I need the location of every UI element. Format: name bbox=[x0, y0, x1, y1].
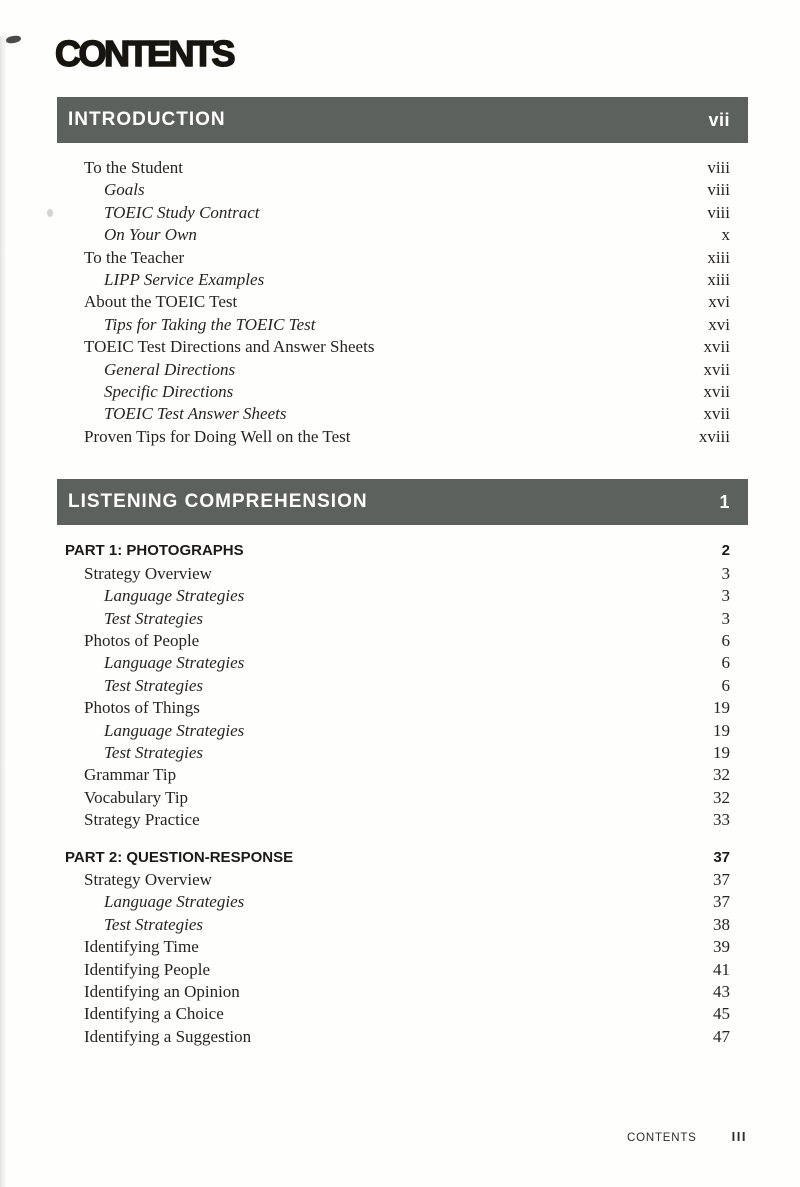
toc-entry bbox=[65, 981, 730, 1003]
toc-entry bbox=[65, 563, 730, 585]
toc-part-heading-title: PART 1: PHOTOGRAPHS bbox=[65, 542, 244, 560]
toc-entry-title: Language Strategies bbox=[104, 653, 245, 673]
toc-entry-page-number: xvi bbox=[708, 314, 730, 334]
toc-entry bbox=[65, 403, 730, 425]
toc-entry bbox=[65, 764, 730, 786]
toc-entry-page-number: viii bbox=[707, 202, 730, 222]
toc-entry-page-number: 47 bbox=[713, 1026, 730, 1046]
toc-entry bbox=[65, 652, 730, 674]
toc-entry bbox=[65, 585, 730, 607]
toc-entry-page-number: 39 bbox=[713, 937, 730, 957]
toc-entry-title: Identifying an Opinion bbox=[84, 982, 240, 1001]
section-heading: LISTENING COMPREHENSION bbox=[68, 491, 368, 513]
toc-entry-page-number: 43 bbox=[713, 982, 730, 1001]
toc-entry bbox=[65, 809, 730, 831]
toc-entry-page-number: viii bbox=[707, 180, 730, 200]
toc-entry-page-number: 37 bbox=[713, 869, 730, 889]
section-page-number: vii bbox=[708, 109, 730, 130]
toc-entry-page-number: 19 bbox=[713, 742, 730, 762]
page-footer bbox=[627, 1129, 747, 1144]
toc-entry bbox=[65, 202, 730, 224]
toc-entry-title: Language Strategies bbox=[104, 720, 245, 740]
toc-entry-title: Strategy Practice bbox=[84, 810, 200, 830]
section-header-bar bbox=[57, 479, 748, 525]
toc-entry-page-number: xvii bbox=[703, 382, 730, 402]
toc-entry-title: Test Strategies bbox=[104, 914, 204, 934]
toc-entry-title: Strategy Overview bbox=[84, 563, 212, 583]
toc-part-heading bbox=[65, 540, 730, 562]
toc-entry-page-number: xvii bbox=[703, 359, 730, 379]
toc-entry-title: Photos of Things bbox=[84, 698, 200, 718]
toc-entry-title: Identifying a Suggestion bbox=[84, 1026, 252, 1046]
toc-entry-title: Strategy Overview bbox=[84, 869, 212, 889]
toc-entry-title: Proven Tips for Doing Well on the Test bbox=[84, 426, 351, 446]
toc-entry bbox=[65, 869, 730, 891]
toc-part-page-number: 2 bbox=[721, 542, 730, 560]
toc-entry-title: To the Teacher bbox=[84, 247, 185, 267]
toc-entry-title: Specific Directions bbox=[104, 382, 234, 402]
toc-entry-title: Test Strategies bbox=[104, 742, 204, 762]
toc-entry-page-number: 32 bbox=[713, 765, 730, 785]
toc-part-heading-title: PART 2: QUESTION-RESPONSE bbox=[65, 848, 294, 866]
toc-entry-page-number: xiii bbox=[707, 247, 730, 267]
toc-entry-title: About the TOEIC Test bbox=[84, 292, 238, 312]
toc-entry-page-number: viii bbox=[707, 158, 730, 177]
toc-entry-title: Test Strategies bbox=[104, 675, 204, 695]
toc-entry bbox=[65, 1026, 730, 1048]
section-header-bar bbox=[57, 97, 748, 143]
toc-entry-page-number: xvii bbox=[703, 404, 730, 424]
toc-entry-title: TOEIC Study Contract bbox=[104, 202, 260, 222]
toc-entry bbox=[65, 426, 730, 448]
toc-part-page-number: 37 bbox=[713, 848, 730, 866]
toc-entry-page-number: 3 bbox=[721, 563, 730, 583]
toc-entry-title: On Your Own bbox=[104, 225, 197, 245]
toc-entry-title: General Directions bbox=[104, 359, 236, 379]
scan-speck bbox=[47, 209, 53, 217]
toc-entry-page-number: 38 bbox=[713, 914, 730, 934]
toc-entry bbox=[65, 224, 730, 246]
section-heading: INTRODUCTION bbox=[68, 109, 226, 130]
toc-entry-page-number: 3 bbox=[721, 586, 730, 606]
toc-entry bbox=[65, 720, 730, 742]
toc-part bbox=[65, 847, 730, 1049]
toc-entry-title: Vocabulary Tip bbox=[84, 787, 189, 807]
toc-entry-page-number: 6 bbox=[721, 675, 730, 695]
toc-entry bbox=[65, 891, 730, 913]
toc-entry-page-number: 6 bbox=[721, 630, 730, 650]
toc-entry-page-number: 41 bbox=[713, 959, 730, 979]
toc-entry-page-number: 45 bbox=[713, 1004, 730, 1024]
toc-entry-title: Identifying Time bbox=[84, 937, 199, 957]
toc-entry bbox=[65, 247, 730, 269]
toc-entry-title: Language Strategies bbox=[104, 892, 245, 912]
toc-entry bbox=[65, 697, 730, 719]
toc-entry bbox=[65, 336, 730, 358]
toc-entry-list bbox=[65, 157, 730, 448]
toc-entry bbox=[65, 179, 730, 201]
toc-entry bbox=[65, 381, 730, 403]
toc-entry bbox=[65, 359, 730, 381]
toc-entry-page-number: 3 bbox=[721, 608, 730, 628]
toc-entry bbox=[65, 787, 730, 809]
toc-section bbox=[0, 479, 800, 1048]
toc-entry-page-number: 19 bbox=[713, 720, 730, 740]
section-page-number: 1 bbox=[719, 491, 730, 512]
toc-entry-title: TOEIC Test Directions and Answer Sheets bbox=[84, 337, 375, 357]
page-edge-shadow bbox=[0, 36, 6, 1187]
toc-entry-title: Photos of People bbox=[84, 630, 200, 650]
toc-entry bbox=[65, 936, 730, 958]
page-title: CONTENTS bbox=[55, 33, 233, 74]
toc-entry bbox=[65, 157, 730, 179]
toc-entry-page-number: x bbox=[721, 225, 730, 245]
toc-entry-page-number: 37 bbox=[713, 892, 730, 912]
toc-entry-title: Tips for Taking the TOEIC Test bbox=[104, 314, 316, 334]
toc-entry-page-number: 33 bbox=[713, 810, 730, 830]
toc-entry-page-number: xiii bbox=[707, 270, 730, 290]
toc-entry bbox=[65, 314, 730, 336]
toc-entry bbox=[65, 914, 730, 936]
toc-entry-title: Goals bbox=[104, 180, 145, 200]
toc-sections bbox=[0, 97, 800, 1048]
toc-entry-title: Identifying a Choice bbox=[84, 1004, 224, 1024]
toc-entry-title: TOEIC Test Answer Sheets bbox=[104, 404, 287, 424]
scan-speck bbox=[6, 35, 22, 44]
toc-entry bbox=[65, 269, 730, 291]
toc-section bbox=[0, 97, 800, 448]
toc-entry-title: Test Strategies bbox=[104, 608, 204, 628]
toc-entry-page-number: 32 bbox=[713, 787, 730, 807]
toc-entry-title: To the Student bbox=[84, 158, 183, 177]
toc-entry-page-number: xvi bbox=[708, 292, 730, 312]
toc-entry bbox=[65, 1003, 730, 1025]
toc-entry-page-number: xvii bbox=[703, 337, 730, 357]
toc-entry-page-number: xviii bbox=[698, 426, 730, 446]
toc-entry-page-number: 6 bbox=[721, 653, 730, 673]
toc-entry bbox=[65, 608, 730, 630]
toc-entry-title: Identifying People bbox=[84, 959, 211, 979]
footer-page-number: III bbox=[731, 1129, 747, 1144]
toc-entry bbox=[65, 742, 730, 764]
toc-entry-title: Grammar Tip bbox=[84, 765, 177, 785]
toc-entry-page-number: 19 bbox=[713, 698, 730, 718]
toc-entry-title: LIPP Service Examples bbox=[104, 270, 265, 290]
toc-part bbox=[65, 540, 730, 831]
toc-entry bbox=[65, 959, 730, 981]
toc-entry-title: Language Strategies bbox=[104, 586, 245, 606]
toc-entry bbox=[65, 675, 730, 697]
footer-running-head: CONTENTS bbox=[627, 1132, 697, 1144]
toc-entry bbox=[65, 630, 730, 652]
toc-entry bbox=[65, 291, 730, 313]
toc-part-heading bbox=[65, 847, 730, 869]
